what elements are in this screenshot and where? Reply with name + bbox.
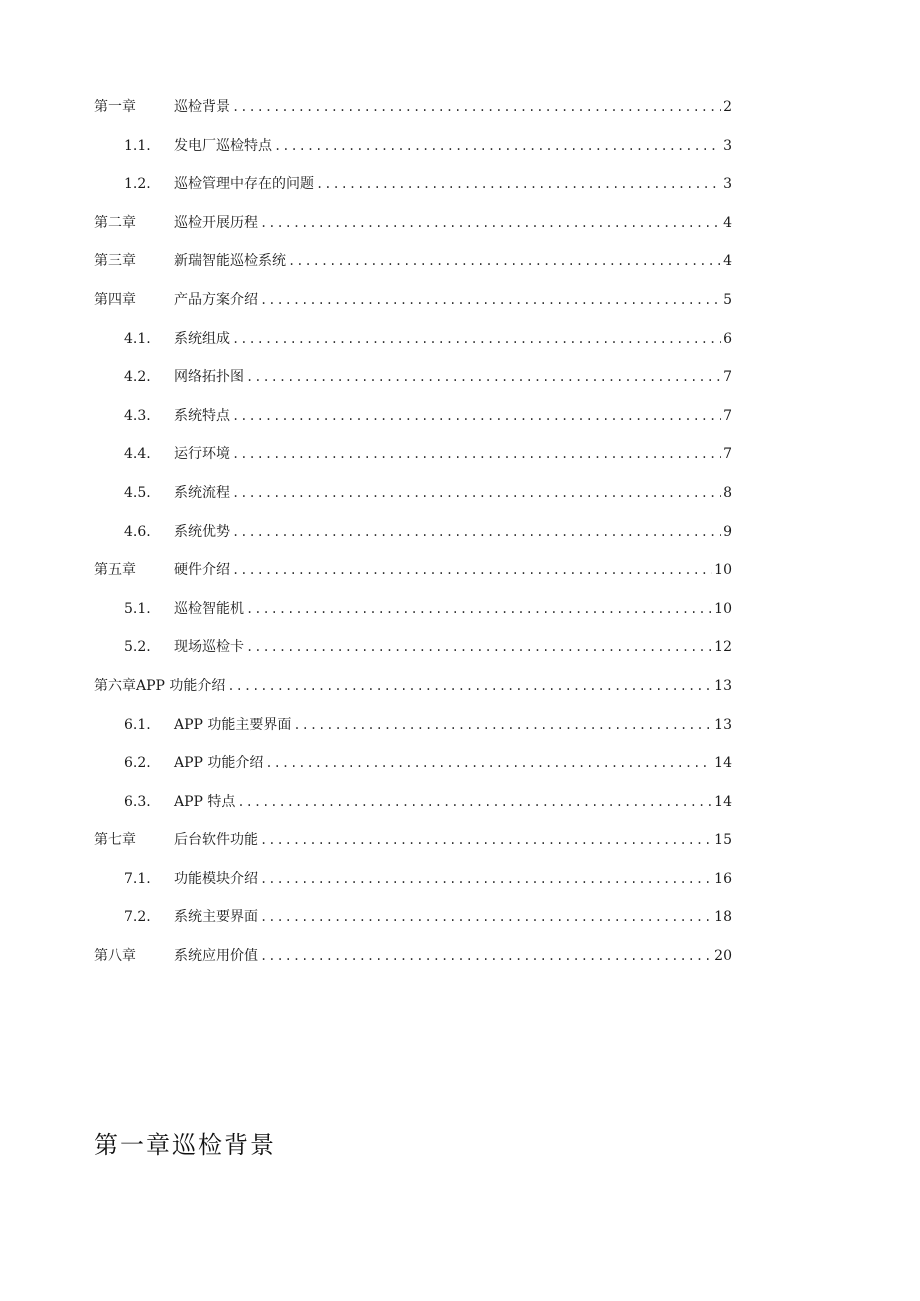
toc-entry-number: 6.1.: [124, 716, 151, 733]
toc-dot-leader: [260, 869, 712, 889]
toc-dot-leader: [232, 444, 721, 464]
toc-entry[interactable]: [94, 792, 732, 831]
toc-entry-title: 巡检开展历程: [174, 214, 258, 231]
toc-entry-page-number: 15: [714, 832, 732, 849]
toc-entry-page-number: 3: [723, 137, 732, 154]
toc-entry-number: 4.6.: [124, 523, 151, 540]
toc-entry-title: 系统流程: [174, 484, 230, 501]
toc-entry-number: 第七章: [94, 832, 136, 849]
toc-dot-leader: [293, 715, 712, 735]
toc-entry-number: 1.1.: [124, 137, 151, 154]
toc-entry-number: 第五章: [94, 562, 136, 579]
toc-entry-title: 网络拓扑图: [174, 369, 244, 386]
toc-entry-number: 第三章: [94, 253, 136, 270]
toc-entry-number: 4.4.: [124, 446, 151, 463]
toc-entry-number: 1.2.: [124, 176, 151, 193]
toc-entry-page-number: 7: [723, 407, 732, 424]
toc-entry-title: 产品方案介绍: [174, 291, 258, 308]
toc-entry-title: APP 功能介绍: [174, 755, 264, 772]
toc-entry-number: 6.3.: [124, 793, 151, 810]
toc-dot-leader: [246, 367, 721, 387]
toc-entry-number: 4.2.: [124, 369, 151, 386]
toc-entry[interactable]: [94, 97, 732, 136]
toc-entry-title: APP 特点: [174, 793, 236, 810]
toc-dot-leader: [232, 97, 721, 117]
toc-entry[interactable]: [94, 174, 732, 213]
toc-entry-number: 4.5.: [124, 484, 151, 501]
toc-dot-leader: [232, 406, 721, 426]
toc-entry-title: 硬件介绍: [174, 562, 230, 579]
toc-entry[interactable]: [94, 329, 732, 368]
toc-entry-page-number: 9: [723, 523, 732, 540]
toc-entry[interactable]: [94, 483, 732, 522]
toc-entry[interactable]: [94, 830, 732, 869]
toc-entry[interactable]: [94, 406, 732, 445]
toc-dot-leader: [260, 830, 712, 850]
toc-entry-number: 第二章: [94, 214, 136, 231]
toc-entry[interactable]: [94, 251, 732, 290]
toc-dot-leader: [232, 329, 721, 349]
toc-entry[interactable]: [94, 522, 732, 561]
toc-entry[interactable]: [94, 869, 732, 908]
toc-entry-title: 运行环境: [174, 446, 230, 463]
toc-dot-leader: [232, 483, 721, 503]
toc-entry-number: 7.2.: [124, 909, 151, 926]
toc-entry-title: 新瑞智能巡检系统: [174, 253, 286, 270]
toc-entry-title: APP 功能主要界面: [174, 716, 292, 733]
toc-entry-title: 系统主要界面: [174, 909, 258, 926]
toc-dot-leader: [260, 907, 712, 927]
toc-entry-number: 7.1.: [124, 870, 151, 887]
toc-entry-title: 系统组成: [174, 330, 230, 347]
toc-entry-title: 巡检背景: [174, 99, 230, 115]
toc-entry-title: APP 功能介绍: [136, 677, 226, 694]
toc-entry-page-number: 4: [723, 214, 732, 231]
toc-entry[interactable]: [94, 946, 732, 985]
toc-dot-leader: [260, 290, 721, 310]
toc-entry-number: 4.3.: [124, 407, 151, 424]
toc-entry-page-number: 7: [723, 446, 732, 463]
toc-entry[interactable]: [94, 599, 732, 638]
toc-entry[interactable]: [94, 907, 732, 946]
toc-entry[interactable]: [94, 290, 732, 329]
toc-entry-page-number: 8: [723, 484, 732, 501]
toc-dot-leader: [237, 792, 712, 812]
toc-entry-page-number: 6: [723, 330, 732, 347]
toc-entry-page-number: 13: [714, 677, 732, 694]
toc-entry-page-number: 14: [714, 793, 732, 810]
toc-entry-page-number: 14: [714, 755, 732, 772]
toc-entry-title: 系统应用价值: [174, 948, 258, 965]
toc-dot-leader: [274, 136, 721, 156]
toc-entry-title: 功能模块介绍: [174, 870, 258, 887]
toc-entry-page-number: 10: [714, 562, 732, 579]
toc-entry[interactable]: [94, 560, 732, 599]
toc-dot-leader: [260, 946, 712, 966]
toc-dot-leader: [227, 676, 712, 696]
toc-entry-page-number: 4: [723, 253, 732, 270]
toc-entry-title: 发电厂巡检特点: [174, 137, 272, 154]
toc-entry-page-number: 2: [723, 99, 732, 115]
toc-dot-leader: [288, 251, 721, 271]
toc-entry-page-number: 10: [714, 600, 732, 617]
toc-entry-number: 第八章: [94, 948, 136, 965]
toc-entry-title: 系统特点: [174, 407, 230, 424]
toc-entry-page-number: 16: [714, 870, 732, 887]
toc-entry-title: 巡检管理中存在的问题: [174, 176, 314, 193]
toc-dot-leader: [316, 174, 721, 194]
toc-entry-page-number: 18: [714, 909, 732, 926]
toc-entry-number: 5.2.: [124, 639, 151, 656]
toc-entry-title: 后台软件功能: [174, 832, 258, 849]
toc-entry-title: 巡检智能机: [174, 600, 244, 617]
toc-entry[interactable]: [94, 444, 732, 483]
toc-entry[interactable]: [94, 213, 732, 252]
chapter-heading: 第一章巡检背景: [94, 1131, 276, 1159]
toc-dot-leader: [260, 213, 721, 233]
toc-entry-page-number: 12: [714, 639, 732, 656]
toc-entry-number: 第六章: [94, 677, 136, 694]
toc-entry-number: 5.1.: [124, 600, 151, 617]
toc-entry-page-number: 3: [723, 176, 732, 193]
toc-dot-leader: [265, 753, 712, 773]
toc-entry-number: 6.2.: [124, 755, 151, 772]
toc-entry[interactable]: [94, 676, 732, 715]
toc-dot-leader: [232, 522, 721, 542]
toc-entry-page-number: 5: [723, 291, 732, 308]
toc-entry-page-number: 13: [714, 716, 732, 733]
toc-dot-leader: [246, 599, 712, 619]
toc-entry[interactable]: [94, 715, 732, 754]
toc-entry-title: 系统优势: [174, 523, 230, 540]
toc-entry-number: 第一章: [94, 99, 136, 115]
toc-entry[interactable]: [94, 136, 732, 175]
table-of-contents: [94, 97, 732, 985]
toc-entry-number: 4.1.: [124, 330, 151, 347]
toc-entry-page-number: 7: [723, 369, 732, 386]
toc-entry[interactable]: [94, 753, 732, 792]
toc-entry-number: 第四章: [94, 291, 136, 308]
toc-entry-title: 现场巡检卡: [174, 639, 244, 656]
toc-entry[interactable]: [94, 367, 732, 406]
toc-dot-leader: [246, 637, 712, 657]
toc-entry-page-number: 20: [714, 948, 732, 965]
toc-dot-leader: [232, 560, 712, 580]
toc-entry[interactable]: [94, 637, 732, 676]
